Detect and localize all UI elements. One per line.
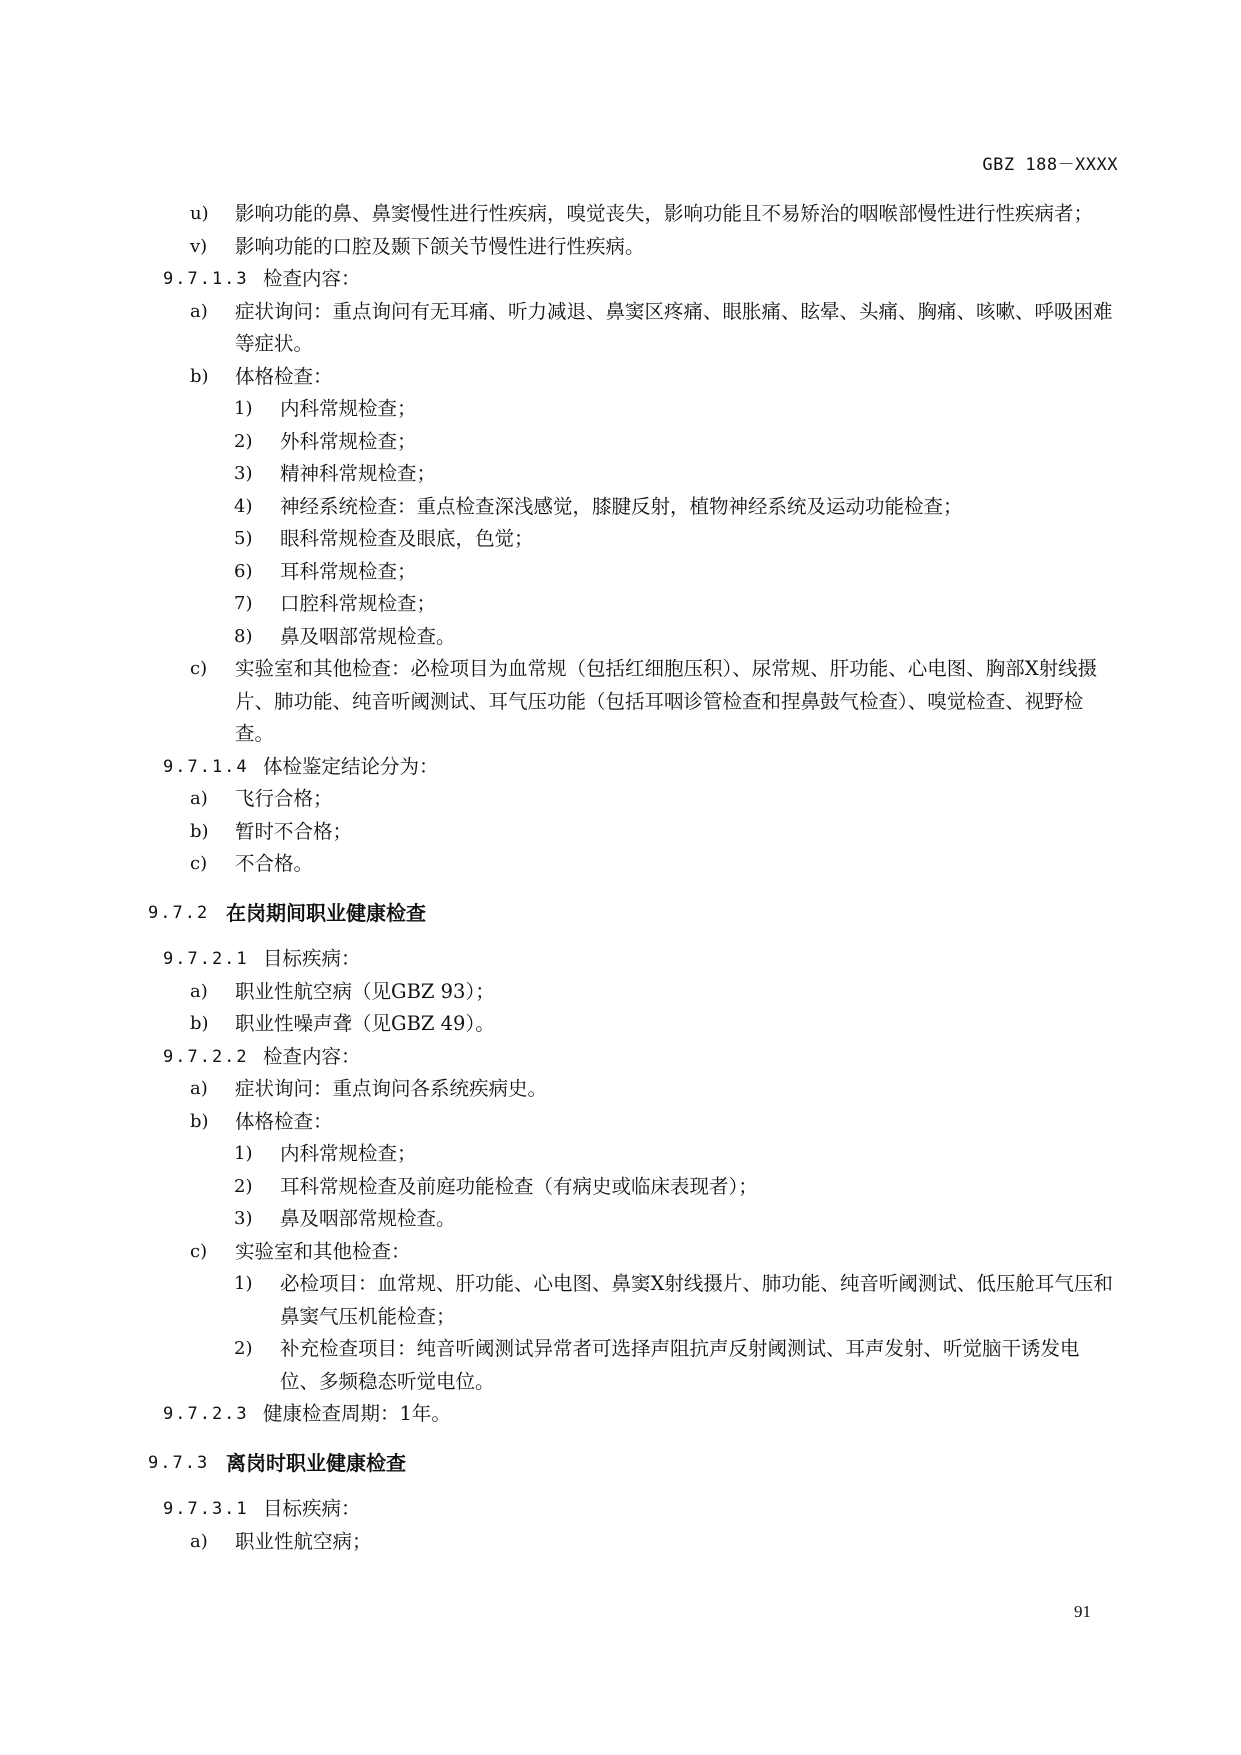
section-number: 9.7.3 <box>148 1452 210 1473</box>
list-marker: b) <box>190 1110 209 1132</box>
list-marker: a) <box>190 1078 208 1099</box>
section-heading <box>148 1447 1118 1480</box>
clause-number: 9.7.2.1 <box>163 949 249 969</box>
list-marker: c) <box>190 658 208 679</box>
list-marker: 4) <box>234 495 253 517</box>
document-code-header: GBZ 188－XXXX <box>982 155 1118 175</box>
sub-list-item <box>148 426 1118 459</box>
list-marker: a) <box>190 1530 208 1552</box>
list-item-text: 职业性航空病； <box>235 1529 372 1553</box>
list-marker: 1) <box>234 398 253 419</box>
sub-list-item <box>148 393 1118 426</box>
document-body <box>148 198 1118 1558</box>
list-item <box>148 816 1118 849</box>
list-marker: u) <box>190 203 209 224</box>
sub-list-item <box>148 1333 1118 1398</box>
list-item <box>148 653 1118 751</box>
list-item-text: 体格检查： <box>235 364 333 388</box>
clause-number: 9.7.1.3 <box>163 269 249 289</box>
list-marker: b) <box>190 1013 209 1034</box>
list-marker: a) <box>190 300 208 322</box>
list-item-text: 体格检查： <box>235 1109 333 1133</box>
list-marker: 1) <box>234 1143 253 1164</box>
sub-list-item <box>148 588 1118 621</box>
list-item <box>148 296 1118 361</box>
list-marker: 8) <box>234 625 253 647</box>
list-item <box>148 976 1118 1009</box>
sub-list-item <box>148 1171 1118 1204</box>
list-marker: 3) <box>234 1208 253 1229</box>
list-item-text: 暂时不合格； <box>235 819 353 843</box>
list-item-text: 外科常规检查； <box>280 429 417 453</box>
list-item-text: 飞行合格； <box>235 787 333 810</box>
clause-item <box>148 751 1118 784</box>
list-item-text: 神经系统检查：重点检查深浅感觉，膝腱反射，植物神经系统及运动功能检查； <box>280 494 963 518</box>
list-marker: v) <box>190 235 208 257</box>
list-item <box>148 848 1118 881</box>
list-item-text: 补充检查项目：纯音听阈测试异常者可选择声阻抗声反射阈测试、耳声发射、听觉脑干诱发电位、多频稳态听觉电位。 <box>280 1337 1080 1393</box>
list-item <box>148 1236 1118 1269</box>
list-item <box>148 198 1118 231</box>
list-marker: 5) <box>234 528 253 549</box>
list-item-text: 口腔科常规检查； <box>280 592 437 615</box>
list-marker: 2) <box>234 1338 253 1359</box>
list-item-text: 影响功能的口腔及颞下颌关节慢性进行性疾病。 <box>235 234 645 258</box>
sub-list-item <box>148 523 1118 556</box>
section-heading <box>148 897 1118 930</box>
list-marker: a) <box>190 980 208 1002</box>
list-item-text: 眼科常规检查及眼底，色觉； <box>280 527 534 550</box>
clause-text: 健康检查周期：1年。 <box>263 1402 451 1425</box>
section-number: 9.7.2 <box>148 902 210 923</box>
list-item-text: 症状询问：重点询问各系统疾病史。 <box>235 1077 548 1100</box>
list-marker: c) <box>190 1240 208 1262</box>
list-marker: c) <box>190 853 208 874</box>
list-item <box>148 1008 1118 1041</box>
list-item-text: 实验室和其他检查：必检项目为血常规（包括红细胞压积）、尿常规、肝功能、心电图、胸部X射线摄片、肺功能、纯音听阈测试、耳气压功能（包括耳咽诊管检查和捏鼻鼓气检查）、嗅觉检查、视野检查。 <box>235 657 1098 745</box>
sub-list-item <box>148 556 1118 589</box>
list-item-text: 不合格。 <box>235 852 314 875</box>
sub-list-item <box>148 458 1118 491</box>
list-item <box>148 361 1118 394</box>
list-item-text: 职业性噪声聋（见GBZ 49）。 <box>235 1012 495 1035</box>
list-marker: 6) <box>234 560 253 582</box>
list-item-text: 影响功能的鼻、鼻窦慢性进行性疾病，嗅觉丧失，影响功能且不易矫治的咽喉部慢性进行性疾病者； <box>235 202 1094 225</box>
sub-list-item <box>148 1138 1118 1171</box>
list-item <box>148 1106 1118 1139</box>
clause-number: 9.7.3.1 <box>163 1499 249 1519</box>
list-item-text: 耳科常规检查； <box>280 559 417 583</box>
sub-list-item <box>148 621 1118 654</box>
clause-text: 检查内容： <box>263 267 361 290</box>
list-item-text: 实验室和其他检查： <box>235 1239 411 1263</box>
clause-item <box>148 1041 1118 1074</box>
list-marker: 2) <box>234 1175 253 1197</box>
clause-text: 目标疾病： <box>263 947 361 970</box>
section-title: 在岗期间职业健康检查 <box>226 900 426 925</box>
list-marker: 3) <box>234 463 253 484</box>
list-item <box>148 783 1118 816</box>
list-marker: b) <box>190 820 209 842</box>
clause-item <box>148 943 1118 976</box>
list-item <box>148 1073 1118 1106</box>
list-item-text: 内科常规检查； <box>280 1142 417 1165</box>
clause-text: 目标疾病： <box>263 1497 361 1520</box>
list-item-text: 症状询问：重点询问有无耳痛、听力减退、鼻窦区疼痛、眼胀痛、眩晕、头痛、胸痛、咳嗽、呼吸困难等症状。 <box>235 299 1113 355</box>
clause-number: 9.7.1.4 <box>163 756 249 777</box>
list-marker: 7) <box>234 593 253 614</box>
sub-list-item <box>148 1203 1118 1236</box>
list-item-text: 精神科常规检查； <box>280 462 437 485</box>
list-item-text: 内科常规检查； <box>280 397 417 420</box>
list-marker: 1) <box>234 1273 253 1294</box>
list-item-text: 鼻及咽部常规检查。 <box>280 624 456 648</box>
list-item-text: 必检项目：血常规、肝功能、心电图、鼻窦X射线摄片、肺功能、纯音听阈测试、低压舱耳气压和鼻窦气压机能检查； <box>280 1272 1113 1328</box>
page-number: 91 <box>1074 1602 1091 1621</box>
list-item-text: 鼻及咽部常规检查。 <box>280 1207 456 1230</box>
clause-item <box>148 1398 1118 1431</box>
list-marker: b) <box>190 365 209 387</box>
section-title: 离岗时职业健康检查 <box>226 1450 406 1475</box>
clause-number: 9.7.2.2 <box>163 1046 249 1067</box>
clause-text: 检查内容： <box>263 1044 361 1068</box>
list-item-text: 耳科常规检查及前庭功能检查（有病史或临床表现者）； <box>280 1174 758 1198</box>
list-item <box>148 231 1118 264</box>
clause-item <box>148 1493 1118 1526</box>
list-item-text: 职业性航空病（见GBZ 93）； <box>235 979 495 1003</box>
clause-number: 9.7.2.3 <box>163 1404 249 1424</box>
clause-item <box>148 263 1118 296</box>
list-item <box>148 1526 1118 1559</box>
list-marker: 2) <box>234 430 253 452</box>
sub-list-item <box>148 491 1118 524</box>
clause-text: 体检鉴定结论分为： <box>263 754 439 778</box>
sub-list-item <box>148 1268 1118 1333</box>
list-marker: a) <box>190 788 208 809</box>
